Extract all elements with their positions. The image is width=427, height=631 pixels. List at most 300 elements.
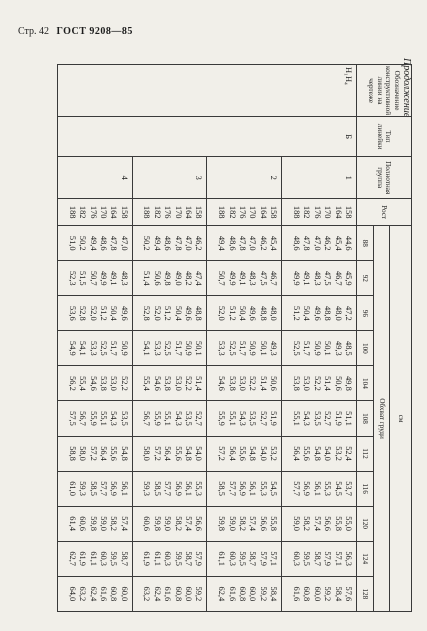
measurement-value: 52,2 <box>184 376 194 391</box>
measurement-value: 51,2 <box>291 306 301 321</box>
measurement-value: 54,5 <box>269 481 279 496</box>
measurement-value: 49,4 <box>152 235 162 251</box>
measurement-value: 59,2 <box>258 586 268 602</box>
height-value: 188 <box>291 205 301 219</box>
measurement-value: 47,8 <box>173 235 183 251</box>
measurement-value: 60,8 <box>109 586 119 602</box>
measurement-value: 57,9 <box>258 551 268 566</box>
measurement-value: 48,8 <box>194 306 204 321</box>
measurement-value: 53,3 <box>217 341 227 356</box>
measurement-value: 56,7 <box>142 411 152 426</box>
value-cell <box>207 226 282 261</box>
measurement-value: 49,9 <box>227 270 237 286</box>
measurement-value: 47,0 <box>119 235 129 251</box>
height-value: 182 <box>152 205 162 219</box>
measurement-value: 53,0 <box>173 376 183 391</box>
measurement-value: 55,3 <box>258 481 268 496</box>
measurement-value: 56,9 <box>109 481 119 496</box>
measurement-value: 62,4 <box>217 586 227 602</box>
measurement-value: 58,5 <box>152 481 162 496</box>
measurement-value: 52,2 <box>119 376 129 391</box>
measurement-value: 58,7 <box>119 551 129 566</box>
chest-size-100: 100 <box>357 331 374 366</box>
value-cell <box>58 541 133 576</box>
value-cell <box>207 366 282 401</box>
measurement-value: 61,6 <box>227 586 237 602</box>
measurement-value: 56,3 <box>344 551 353 566</box>
measurement-value: 51,2 <box>163 306 173 321</box>
measurement-value: 60,8 <box>302 586 312 602</box>
chest-size-96: 96 <box>357 296 374 331</box>
measurement-value: 50,9 <box>184 341 194 356</box>
measurement-value: 54,1 <box>78 341 88 356</box>
height-value: 182 <box>227 205 237 219</box>
measurement-value: 47,5 <box>323 270 333 286</box>
measurement-value: 46,2 <box>258 235 268 251</box>
measurement-value: 49,1 <box>109 270 119 286</box>
measurement-value: 52,8 <box>142 306 152 321</box>
value-cell <box>132 296 207 331</box>
measurement-value: 59,5 <box>238 551 248 566</box>
measurement-value: 58,4 <box>333 586 343 602</box>
measurement-value: 55,3 <box>194 481 204 496</box>
measurement-value: 49,1 <box>302 270 312 286</box>
measurement-value: 59,0 <box>227 516 237 531</box>
value-cell <box>207 541 282 576</box>
value-cell <box>282 226 357 261</box>
measurement-value: 50,1 <box>194 341 204 356</box>
height-value: 188 <box>67 205 77 219</box>
measurement-value: 48,2 <box>184 270 194 286</box>
measurement-value: 53,0 <box>109 376 119 391</box>
measurement-value: 61,6 <box>98 586 108 602</box>
measurement-value: 54,8 <box>184 446 194 461</box>
value-cell <box>132 366 207 401</box>
measurement-value: 56,4 <box>227 446 237 461</box>
height-value: 188 <box>217 205 227 219</box>
height-value: 176 <box>88 205 98 219</box>
measurement-value: 60,3 <box>163 551 173 566</box>
chest-size-92: 92 <box>357 261 374 296</box>
measurement-value: 53,3 <box>88 341 98 356</box>
measurement-value: 55,1 <box>227 411 237 426</box>
measurement-value: 57,7 <box>291 481 301 496</box>
measurement-value: 50,6 <box>269 376 279 391</box>
height-value: 158 <box>269 205 279 219</box>
value-cell <box>207 296 282 331</box>
height-value: 176 <box>163 205 173 219</box>
chest-size-88: 88 <box>357 226 374 261</box>
measurement-value: 56,6 <box>258 516 268 531</box>
page-header <box>18 26 133 37</box>
measurement-value: 59,8 <box>88 516 98 531</box>
measurement-value: 52,5 <box>291 341 301 356</box>
chest-size-116: 116 <box>357 471 374 506</box>
measurement-value: 60,6 <box>142 516 152 531</box>
height-value: 182 <box>302 205 312 219</box>
height-value: 164 <box>258 205 268 219</box>
measurement-value: 58,2 <box>302 516 312 531</box>
measurement-value: 50,7 <box>217 270 227 286</box>
fullness-group-cell: 3 <box>132 157 207 199</box>
measurement-value: 58,2 <box>238 516 248 531</box>
measurement-value: 59,2 <box>323 586 333 602</box>
measurement-value: 49,8 <box>344 376 353 391</box>
measurement-value: 53,5 <box>119 411 129 426</box>
height-value: 170 <box>248 205 258 219</box>
measurement-value: 60,8 <box>173 586 183 602</box>
fullness-group-cell: 4 <box>58 157 133 199</box>
measurement-value: 58,7 <box>312 551 322 566</box>
measurement-value: 58,8 <box>67 446 77 461</box>
measurement-value: 55,0 <box>344 516 353 531</box>
measurement-value: 58,5 <box>88 481 98 496</box>
measurement-value: 56,6 <box>194 516 204 531</box>
measurement-value: 48,6 <box>163 235 173 251</box>
measurement-value: 54,8 <box>312 446 322 461</box>
measurement-value: 53,8 <box>227 376 237 391</box>
measurement-value: 49,4 <box>217 235 227 251</box>
measurement-value: 49,6 <box>184 306 194 321</box>
measurement-value: 59,3 <box>78 481 88 496</box>
measurement-value: 47,4 <box>194 270 204 286</box>
measurement-value: 54,0 <box>258 446 268 461</box>
measurement-value: 52,0 <box>88 306 98 321</box>
measurement-value: 48,3 <box>312 270 322 286</box>
measurement-value: 49,1 <box>238 270 248 286</box>
measurement-value: 52,8 <box>78 306 88 321</box>
measurement-value: 55,3 <box>323 481 333 496</box>
measurement-value: 61,9 <box>78 551 88 566</box>
measurement-value: 57,7 <box>98 481 108 496</box>
standard-code: ГОСТ 9208—85 <box>56 26 133 37</box>
measurement-value: 49,9 <box>291 270 301 286</box>
measurement-value: 60,3 <box>227 551 237 566</box>
height-cell <box>207 199 282 226</box>
measurement-value: 54,9 <box>67 341 77 356</box>
measurement-value: 52,2 <box>312 376 322 391</box>
measurement-value: 50,4 <box>173 306 183 321</box>
measurement-value: 50,9 <box>248 341 258 356</box>
group-row <box>282 65 357 612</box>
measurement-value: 48,5 <box>344 341 353 356</box>
measurement-value: 50,4 <box>109 306 119 321</box>
value-cell <box>132 506 207 541</box>
measurement-value: 54,0 <box>323 446 333 461</box>
measurement-value: 57,6 <box>344 586 353 602</box>
measurement-value: 51,7 <box>238 341 248 356</box>
measurement-value: 58,0 <box>142 446 152 461</box>
measurement-value: 60,0 <box>248 586 258 602</box>
measurement-value: 58,0 <box>78 446 88 461</box>
measurement-value: 52,5 <box>98 341 108 356</box>
measurement-value: 61,4 <box>67 516 77 531</box>
value-cell <box>58 471 133 506</box>
measurement-value: 50,9 <box>312 341 322 356</box>
measurement-value: 49,6 <box>312 306 322 321</box>
measurement-value: 51,1 <box>344 411 353 426</box>
measurement-value: 60,6 <box>78 516 88 531</box>
measurement-value: 58,4 <box>269 586 279 602</box>
chest-size-112: 112 <box>357 436 374 471</box>
measurement-value: 48,8 <box>258 306 268 321</box>
measurement-value: 54,1 <box>142 341 152 356</box>
measurement-value: 55,9 <box>88 411 98 426</box>
measurement-value: 51,4 <box>142 270 152 286</box>
value-cell <box>282 331 357 366</box>
measurement-value: 54,5 <box>333 481 343 496</box>
measurement-value: 49,3 <box>269 341 279 356</box>
measurement-value: 57,1 <box>269 551 279 566</box>
measurement-value: 46,2 <box>323 235 333 251</box>
measurement-value: 52,7 <box>258 411 268 426</box>
measurement-value: 56,9 <box>302 481 312 496</box>
measurement-value: 53,3 <box>152 341 162 356</box>
measurement-value: 59,5 <box>302 551 312 566</box>
value-cell <box>282 576 357 611</box>
rotated-table-wrapper <box>57 64 412 612</box>
measurement-value: 61,9 <box>142 551 152 566</box>
measurement-value: 63,2 <box>142 586 152 602</box>
value-cell <box>132 401 207 436</box>
chest-size-104: 104 <box>357 366 374 401</box>
measurement-value: 47,0 <box>184 235 194 251</box>
measurement-value: 52,5 <box>163 341 173 356</box>
measurement-value: 60,3 <box>291 551 301 566</box>
measurement-value: 56,4 <box>291 446 301 461</box>
designation-header: Обозначение конструктивной линии на чертеже <box>357 65 412 117</box>
measurement-value: 55,1 <box>98 411 108 426</box>
measurement-value: 51,2 <box>98 306 108 321</box>
page-number: Стр. 42 <box>18 26 50 37</box>
value-cell <box>132 331 207 366</box>
measurement-value: 56,9 <box>173 481 183 496</box>
measurement-value: 48,6 <box>291 235 301 251</box>
measurement-value: 47,2 <box>344 306 353 321</box>
value-cell <box>282 436 357 471</box>
measurement-value: 56,4 <box>98 446 108 461</box>
unit-header: см <box>390 226 412 612</box>
measurement-value: 49,6 <box>248 306 258 321</box>
measurement-value: 55,9 <box>217 411 227 426</box>
measurement-value: 55,8 <box>333 516 343 531</box>
measurement-value: 53,8 <box>291 376 301 391</box>
measurement-value: 48,0 <box>333 306 343 321</box>
measurement-value: 61,6 <box>291 586 301 602</box>
measurement-value: 50,6 <box>152 270 162 286</box>
measurement-value: 52,7 <box>194 411 204 426</box>
measurement-value: 55,8 <box>269 516 279 531</box>
measurement-value: 55,9 <box>152 411 162 426</box>
measurement-value: 53,7 <box>344 481 353 496</box>
measurement-value: 56,1 <box>312 481 322 496</box>
measurement-value: 59,5 <box>173 551 183 566</box>
measurement-value: 57,7 <box>163 481 173 496</box>
measurement-value: 50,1 <box>258 341 268 356</box>
value-cell <box>282 506 357 541</box>
measurement-value: 48,8 <box>323 306 333 321</box>
measurement-value: 53,2 <box>269 446 279 461</box>
measurement-value: 50,4 <box>302 306 312 321</box>
value-cell <box>207 331 282 366</box>
height-cell <box>282 199 357 226</box>
height-value: 176 <box>238 205 248 219</box>
measurement-value: 44,6 <box>344 235 353 251</box>
measurement-value: 54,3 <box>173 411 183 426</box>
height-value: 188 <box>142 205 152 219</box>
chest-header: Обхват груди <box>374 226 390 612</box>
measurement-value: 55,4 <box>142 376 152 391</box>
value-cell <box>132 226 207 261</box>
fullness-header: Полнотная группа <box>357 157 412 199</box>
measurement-value: 59,2 <box>194 586 204 602</box>
measurement-value: 54,6 <box>88 376 98 391</box>
type-cell: Б <box>58 117 357 157</box>
measurement-value: 61,0 <box>67 481 77 496</box>
measurement-value: 54,3 <box>302 411 312 426</box>
measurement-value: 61,1 <box>88 551 98 566</box>
height-value: 170 <box>323 205 333 219</box>
measurement-value: 56,2 <box>67 376 77 391</box>
measurement-value: 47,8 <box>302 235 312 251</box>
value-cell <box>58 436 133 471</box>
fullness-group-cell: 2 <box>207 157 282 199</box>
height-value: 158 <box>344 205 353 219</box>
measurement-value: 49,6 <box>119 306 129 321</box>
height-value: 164 <box>109 205 119 219</box>
value-cell <box>58 296 133 331</box>
value-cell <box>207 401 282 436</box>
value-cell <box>207 576 282 611</box>
height-cell <box>132 199 207 226</box>
value-cell <box>132 436 207 471</box>
measurement-value: 50,1 <box>323 341 333 356</box>
value-cell <box>58 261 133 296</box>
height-value: 158 <box>194 205 204 219</box>
measurement-value: 49,9 <box>98 270 108 286</box>
measurement-value: 60,8 <box>238 586 248 602</box>
measurement-value: 57,4 <box>184 516 194 531</box>
measurement-value: 46,7 <box>269 270 279 286</box>
measurement-value: 58,7 <box>248 551 258 566</box>
measurement-value: 50,7 <box>88 270 98 286</box>
measurement-value: 61,6 <box>163 586 173 602</box>
measurement-value: 46,2 <box>194 235 204 251</box>
value-cell <box>132 541 207 576</box>
measurement-value: 55,4 <box>78 376 88 391</box>
fullness-group-cell: 1 <box>282 157 357 199</box>
measurement-value: 59,0 <box>98 516 108 531</box>
measurement-value: 51,4 <box>194 376 204 391</box>
measurement-value: 61,1 <box>152 551 162 566</box>
measurement-value: 57,7 <box>227 481 237 496</box>
measurement-value: 59,3 <box>142 481 152 496</box>
measurement-value: 59,8 <box>217 516 227 531</box>
measurement-value: 47,0 <box>312 235 322 251</box>
measurement-value: 50,4 <box>238 306 248 321</box>
measurement-value: 53,6 <box>67 306 77 321</box>
value-cell <box>282 471 357 506</box>
measurement-value: 47,8 <box>109 235 119 251</box>
measurement-value: 55,6 <box>238 446 248 461</box>
value-cell <box>282 366 357 401</box>
measurement-value: 53,5 <box>184 411 194 426</box>
measurement-value: 51,9 <box>269 411 279 426</box>
value-cell <box>132 471 207 506</box>
measurement-value: 53,0 <box>238 376 248 391</box>
measurement-value: 52,5 <box>227 341 237 356</box>
measurement-value: 56,1 <box>119 481 129 496</box>
measurement-value: 51,4 <box>323 376 333 391</box>
height-cell <box>58 199 133 226</box>
measurement-value: 54,6 <box>217 376 227 391</box>
measurement-value: 47,0 <box>248 235 258 251</box>
measurement-value: 52,0 <box>152 306 162 321</box>
measurement-value: 51,4 <box>258 376 268 391</box>
measurement-value: 58,7 <box>184 551 194 566</box>
measurement-value: 50,2 <box>78 235 88 251</box>
measurement-value: 56,1 <box>184 481 194 496</box>
measurement-value: 54,6 <box>152 376 162 391</box>
measurement-value: 49,4 <box>88 235 98 251</box>
measurement-value: 59,8 <box>152 516 162 531</box>
chest-size-120: 120 <box>357 506 374 541</box>
measurement-value: 57,4 <box>312 516 322 531</box>
measurement-value: 52,0 <box>217 306 227 321</box>
measurement-value: 60,0 <box>184 586 194 602</box>
measurement-value: 56,4 <box>163 446 173 461</box>
measurement-value: 48,6 <box>227 235 237 251</box>
measurement-value: 60,0 <box>312 586 322 602</box>
value-cell <box>207 436 282 471</box>
value-cell <box>132 261 207 296</box>
measurement-value: 47,5 <box>258 270 268 286</box>
continuation-label: Продолжение <box>401 58 412 118</box>
measurement-value: 51,9 <box>333 411 343 426</box>
measurement-value: 57,2 <box>88 446 98 461</box>
measurement-value: 60,0 <box>119 586 129 602</box>
measurement-value: 58,5 <box>217 481 227 496</box>
value-cell <box>282 401 357 436</box>
measurement-value: 48,0 <box>269 306 279 321</box>
measurement-value: 47,8 <box>238 235 248 251</box>
measurement-value: 62,4 <box>88 586 98 602</box>
measurement-value: 57,5 <box>67 411 77 426</box>
measurement-value: 57,4 <box>119 516 129 531</box>
measurement-value: 52,2 <box>248 376 258 391</box>
measurement-value: 57,1 <box>333 551 343 566</box>
chest-size-128: 128 <box>357 576 374 611</box>
measurement-value: 62,7 <box>67 551 77 566</box>
value-cell <box>58 506 133 541</box>
height-value: 170 <box>173 205 183 219</box>
measurement-value: 58,2 <box>173 516 183 531</box>
measurement-value: 54,0 <box>194 446 204 461</box>
measurement-value: 57,2 <box>217 446 227 461</box>
chest-size-124: 124 <box>357 541 374 576</box>
measurement-value: 51,2 <box>227 306 237 321</box>
measurement-value: 57,9 <box>323 551 333 566</box>
measurement-value: 64,0 <box>67 586 77 602</box>
measurement-value: 55,6 <box>302 446 312 461</box>
value-cell <box>207 506 282 541</box>
measurement-value: 52,4 <box>344 446 353 461</box>
height-value: 164 <box>184 205 194 219</box>
measurement-value: 56,7 <box>78 411 88 426</box>
measurement-value: 50,6 <box>333 376 343 391</box>
measurements-table <box>57 64 412 612</box>
measurement-value: 54,3 <box>109 411 119 426</box>
